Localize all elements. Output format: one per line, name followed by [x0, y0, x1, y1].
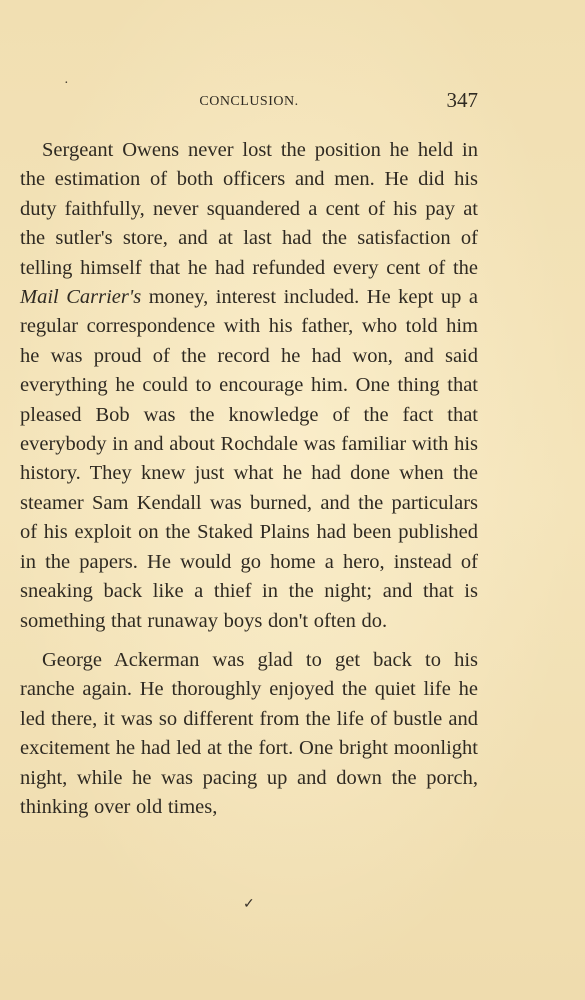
paragraph: George Ackerman was glad to get back to his ranche again. He thoroughly enjoyed the quiet life he led there, it was so different from the life of bustle and excitement he had led at the fort. One bright moonlight night, while he was pacing up and down the porch, thinking over old times, — [20, 648, 478, 818]
italic-text: Mail Carrier's — [20, 286, 142, 309]
page-header — [20, 88, 478, 116]
paragraph-text: money, interest included. He kept up a regular correspondence with his father, who told him he was proud of the record he had won, and said everything he could to encourage him. One thing that pleased Bob was the knowledge of the fact that everybody in and about Rochdale was familiar with his history. They knew just what he had done when the steamer Sam Kendall was burned, and the particulars of his exploit on the Staked Plains had been published in the papers. He would go home a hero, instead of sneaking back like a thief in the night; and that is something that runaway boys don't often do. — [20, 286, 479, 632]
running-head: CONCLUSION. — [199, 94, 299, 109]
body-text — [20, 136, 478, 822]
ink-speck: ✓ — [243, 897, 255, 912]
paragraph — [20, 136, 478, 636]
paragraph-text: Sergeant Owens never lost the position he held in the estimation of both officers and men. He did his duty faithfully, never squandered a cent of his pay at the sutler's store, and at last had the satisfaction of telling himself that he had refunded every cent of the — [20, 139, 478, 279]
page-number: 347 — [446, 88, 478, 112]
ink-speck: · — [64, 76, 69, 91]
